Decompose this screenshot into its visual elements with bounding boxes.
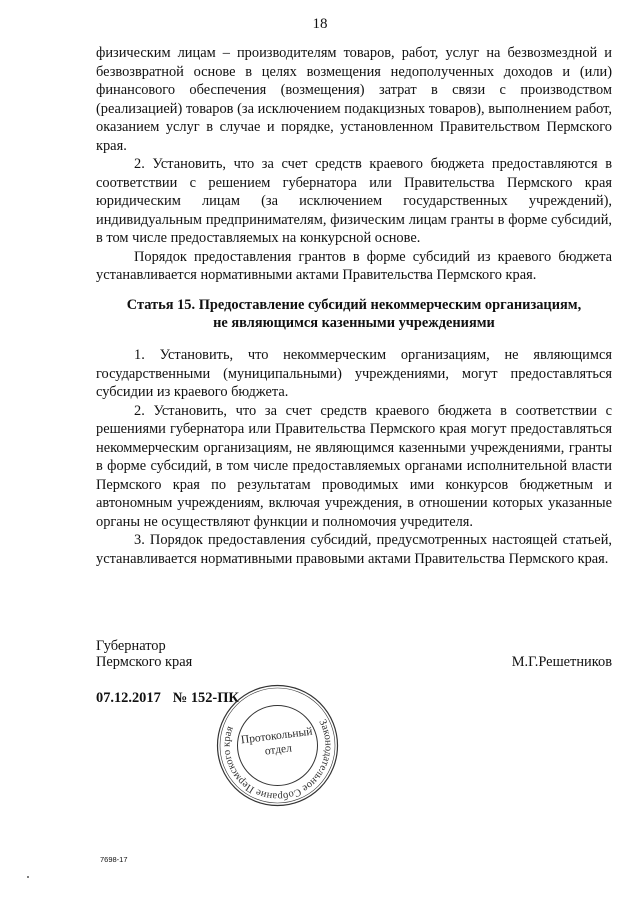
article-15-heading	[96, 296, 612, 332]
document-date: 07.12.2017	[96, 690, 161, 706]
top-text-block	[96, 44, 612, 285]
scan-speck	[27, 876, 29, 878]
signature-block	[96, 638, 612, 670]
article-15-body	[96, 346, 612, 568]
stamp-ring-text: Законодательное Собрание Пермского края	[221, 717, 334, 802]
article-heading-line-2: не являющимся казенными учреждениями	[213, 315, 495, 331]
governor-title-line-1: Губернатор	[96, 638, 166, 654]
article-clause-3: 3. Порядок предоставления субсидий, предусмотренных настоящей статьей, устанавливается нормативными правовыми актами Правительства Пермского края.	[96, 532, 612, 567]
governor-title-line-2: Пермского края	[96, 654, 193, 670]
article-clause-1: 1. Установить, что некоммерческим организациям, не являющимся государственными (муниципальными) учреждениями, могут предоставляться субсидии из краевого бюджета.	[96, 347, 612, 400]
document-code: 7698-17	[100, 855, 128, 864]
page-number: 18	[312, 16, 328, 32]
continuation-paragraph: физическим лицам – производителям товаров, работ, услуг на безвозмездной и безвозвратной основе в целях возмещения недополученных доходов и (или) финансового обеспечения (возмещения) затрат в связи с производством (реализацией) товаров (за исключением подакцизных товаров), выполнением работ, оказанием услуг в случае и порядке, установленном Правительством Пермского края.	[96, 45, 612, 154]
clause-2-paragraph: 2. Установить, что за счет средств краевого бюджета предоставляются в соответствии с решением губернатора или Правительства Пермского края юридическим лицам (за исключением государственных учреждений), индивидуальным предпринимателям, физическим лицам гранты в форме субсидий, в том числе предоставляемых на конкурсной основе.	[96, 156, 612, 246]
stamp-inner-line-2: отдел	[264, 742, 293, 758]
official-stamp	[215, 683, 340, 808]
article-clause-2: 2. Установить, что за счет средств краевого бюджета в соответствии с решениями губернатора или Правительства Пермского края могут предоставляться некоммерческим организациям, не являющимся казенными учреждениями, гранты в форме субсидий, в том числе предоставляемых органами исполнительной власти Пермского края по результатам проводимых ими конкурсов бюджетным и автономным учреждениям, включая учреждения, в отношении которых указанные органы не осуществляют функции и полномочия учредителя.	[96, 402, 612, 530]
article-heading-line-1: Статья 15. Предоставление субсидий некоммерческим организациям,	[126, 297, 582, 313]
stamp-inner-line-1: Протокольный	[240, 725, 314, 747]
document-number: № 152-ПК	[172, 690, 239, 706]
governor-name: М.Г.Решетников	[511, 654, 612, 670]
grant-procedure-paragraph: Порядок предоставления грантов в форме субсидий из краевого бюджета устанавливается нормативными актами Правительства Пермского края.	[96, 248, 612, 283]
